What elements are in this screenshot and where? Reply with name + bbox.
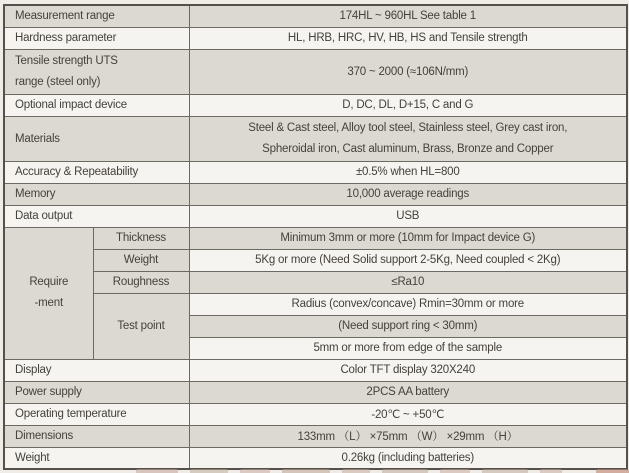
value-measurement-range: 174HL ~ 960HL See table 1 xyxy=(189,5,627,27)
label-memory: Memory xyxy=(4,183,189,205)
value-hardness-parameter: HL, HRB, HRC, HV, HB, HS and Tensile strength xyxy=(189,27,627,49)
label-power-supply: Power supply xyxy=(4,381,189,403)
label-hardness-parameter: Hardness parameter xyxy=(4,27,189,49)
value-power-supply: 2PCS AA battery xyxy=(189,381,627,403)
cutoff-text-fragment xyxy=(596,469,629,473)
row-power-supply xyxy=(4,381,627,403)
cutoff-text-fragment xyxy=(240,469,270,473)
row-requirement-thickness xyxy=(4,227,627,249)
row-data-output xyxy=(4,205,627,227)
label-tensile-strength-line1: Tensile strength UTS xyxy=(15,54,118,67)
row-accuracy xyxy=(4,161,627,183)
cutoff-text-fragment xyxy=(282,469,330,473)
cutoff-text-fragment xyxy=(482,469,528,473)
label-roughness: Roughness xyxy=(93,271,189,293)
value-test-point-3: 5mm or more from edge of the sample xyxy=(189,337,627,359)
value-memory: 10,000 average readings xyxy=(189,183,627,205)
value-materials-line1: Steel & Cast steel, Alloy tool steel, Stainless steel, Grey cast iron, xyxy=(248,121,568,134)
label-req-weight: Weight xyxy=(93,249,189,271)
value-req-weight: 5Kg or more (Need Solid support 2-5Kg, Need coupled < 2Kg) xyxy=(189,249,627,271)
row-optional-impact-device xyxy=(4,94,627,116)
row-requirement-weight xyxy=(4,249,627,271)
label-operating-temperature: Operating temperature xyxy=(4,403,189,425)
label-data-output: Data output xyxy=(4,205,189,227)
label-tensile-strength xyxy=(4,49,189,94)
row-weight xyxy=(4,447,627,469)
label-materials: Materials xyxy=(4,116,189,161)
value-display: Color TFT display 320X240 xyxy=(189,359,627,381)
label-dimensions: Dimensions xyxy=(4,425,189,447)
value-test-point-2: (Need support ring < 30mm) xyxy=(189,315,627,337)
label-requirement-line1: Require xyxy=(29,276,69,288)
row-measurement-range xyxy=(4,5,627,27)
value-data-output: USB xyxy=(189,205,627,227)
label-optional-impact-device: Optional impact device xyxy=(4,94,189,116)
label-accuracy: Accuracy & Repeatability xyxy=(4,161,189,183)
cutoff-text-fragment xyxy=(136,469,178,473)
row-display xyxy=(4,359,627,381)
label-weight: Weight xyxy=(4,447,189,469)
value-weight: 0.26kg (including batteries) xyxy=(189,447,627,469)
row-hardness-parameter xyxy=(4,27,627,49)
cutoff-text-fragment xyxy=(540,469,562,473)
value-optional-impact-device: D, DC, DL, D+15, C and G xyxy=(189,94,627,116)
label-tensile-strength-line2: range (steel only) xyxy=(15,75,101,88)
row-test-point-1 xyxy=(4,293,627,315)
cutoff-text-fragment xyxy=(382,469,428,473)
value-operating-temperature: -20℃ ~ +50℃ xyxy=(189,403,627,425)
value-test-point-1: Radius (convex/concave) Rmin=30mm or more xyxy=(189,293,627,315)
cutoff-text-fragment xyxy=(440,469,470,473)
cutoff-text-fragment xyxy=(342,469,370,473)
specification-table xyxy=(3,4,628,470)
label-requirement xyxy=(4,227,93,359)
value-thickness: Minimum 3mm or more (10mm for Impact device G) xyxy=(189,227,627,249)
row-dimensions xyxy=(4,425,627,447)
value-materials-line2: Spheroidal iron, Cast aluminum, Brass, Bronze and Copper xyxy=(262,142,554,155)
label-display: Display xyxy=(4,359,189,381)
value-tensile-strength: 370 ~ 2000 (≈106N/mm) xyxy=(189,49,627,94)
value-dimensions: 133mm （L） ×75mm （W） ×29mm （H） xyxy=(189,425,627,447)
label-thickness: Thickness xyxy=(93,227,189,249)
value-accuracy: ±0.5% when HL=800 xyxy=(189,161,627,183)
value-materials xyxy=(189,116,627,161)
row-requirement-roughness xyxy=(4,271,627,293)
cutoff-text-fragment xyxy=(190,469,228,473)
cutoff-text-fragments xyxy=(0,468,629,473)
label-measurement-range: Measurement range xyxy=(4,5,189,27)
row-operating-temperature xyxy=(4,403,627,425)
value-roughness: ≤Ra10 xyxy=(189,271,627,293)
row-memory xyxy=(4,183,627,205)
row-tensile-strength xyxy=(4,49,627,94)
label-test-point: Test point xyxy=(93,293,189,359)
row-materials xyxy=(4,116,627,161)
label-requirement-line2: -ment xyxy=(34,297,63,309)
